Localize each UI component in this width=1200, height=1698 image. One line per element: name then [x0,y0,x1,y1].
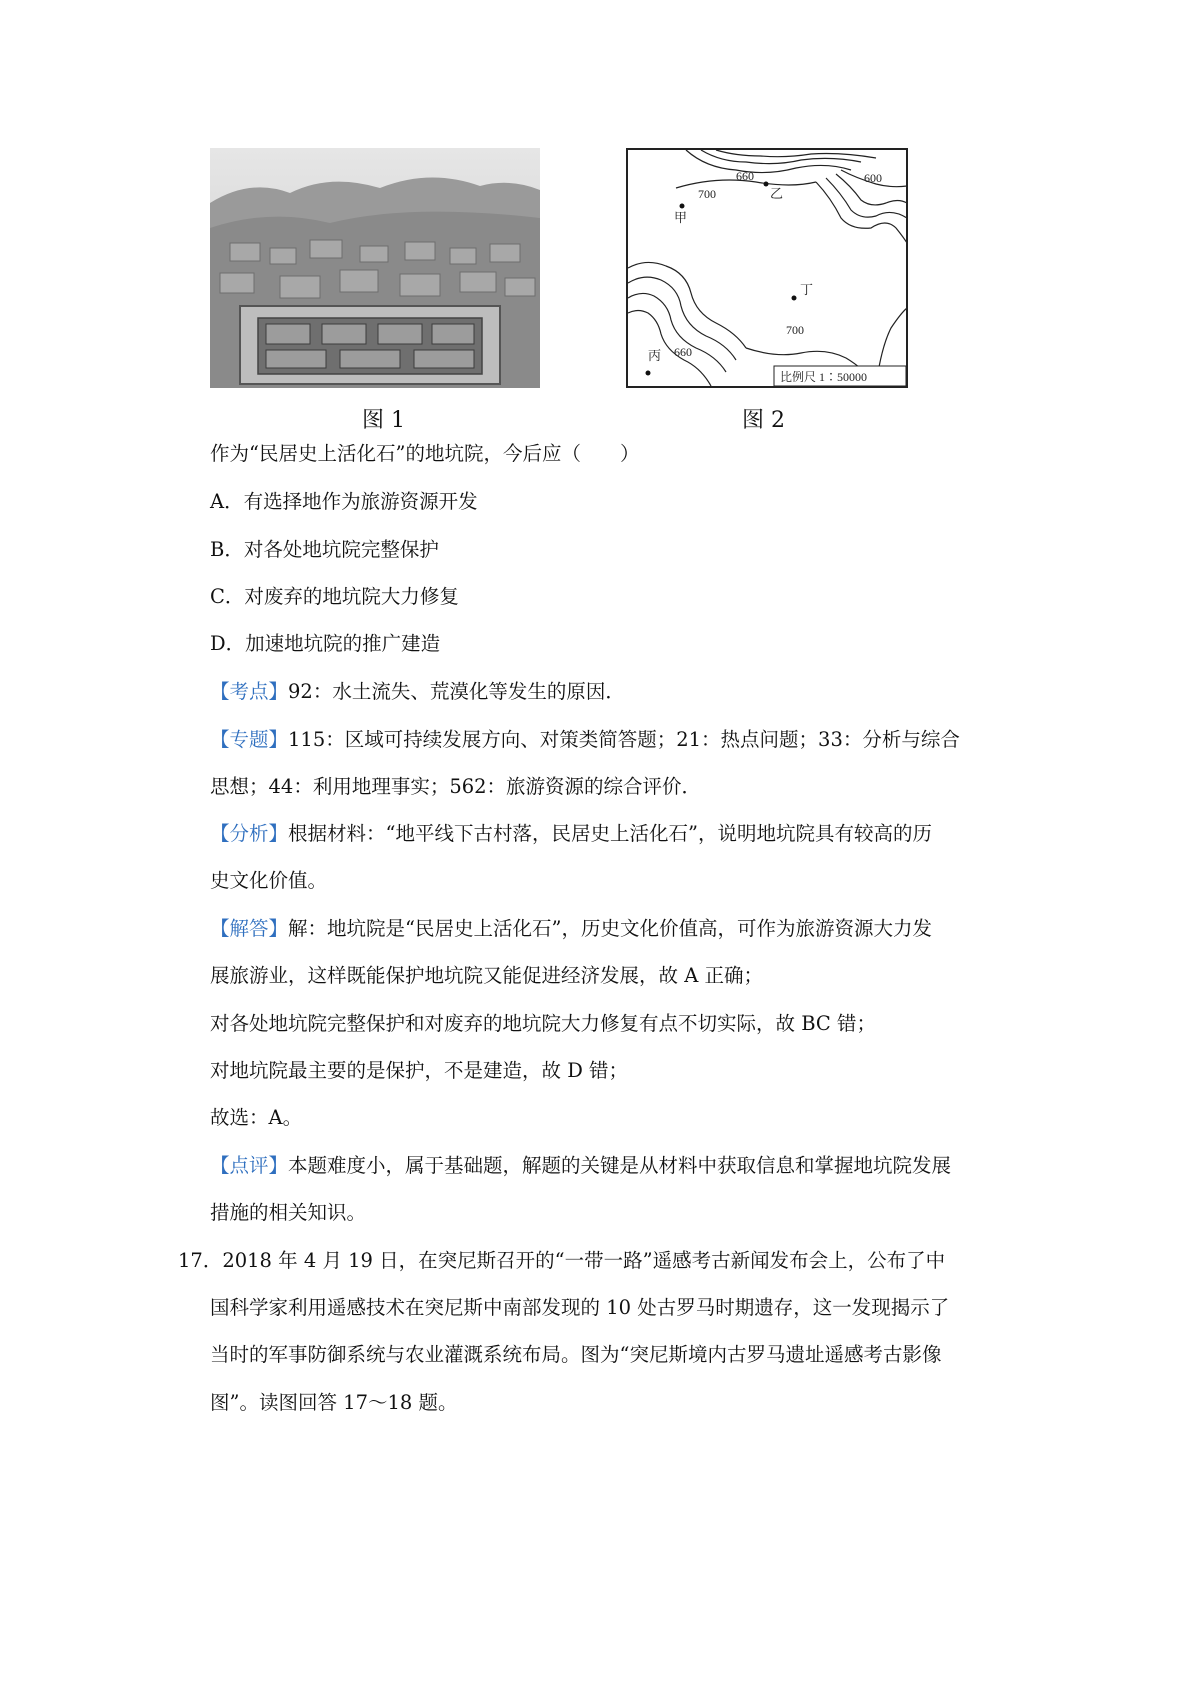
kaodian-line [210,678,625,706]
kaodian-text: 92：水土流失、荒漠化等发生的原因． [288,680,625,703]
figure-1-caption: 图 1 [362,408,405,433]
option-b: B．对各处地坑院完整保护 [210,538,439,561]
contour-label: 700 [698,187,716,201]
q17-line-3: 当时的军事防御系统与农业灌溉系统布局。图为“突尼斯境内古罗马遗址遥感考古影像 [210,1343,942,1366]
point-label-bing: 丙 [648,348,662,363]
kaodian-tag: 【考点】 [210,680,289,703]
point-label-ding: 丁 [800,282,814,297]
contour-label: 700 [786,323,804,337]
jieda-text-2: 展旅游业，这样既能保护地坑院又能促进经济发展，故 A 正确； [210,964,763,987]
jieda-text-4: 对地坑院最主要的是保护，不是建造，故 D 错； [210,1059,629,1082]
jieda-tag: 【解答】 [210,917,289,940]
figure-2-caption: 图 2 [742,408,785,433]
zhuanti-text-2: 思想；44：利用地理事实；562：旅游资源的综合评价． [210,775,702,798]
fenxi-line [210,820,932,848]
jieda-text-3: 对各处地坑院完整保护和对废弃的地坑院大力修复有点不切实际，故 BC 错； [210,1012,877,1035]
contour-map [626,148,908,388]
dianping-text-1: 本题难度小，属于基础题，解题的关键是从材料中获取信息和掌握地坑院发展 [288,1154,952,1177]
aerial-village-image [210,148,540,388]
figure-1-photo [210,148,540,388]
option-d: D．加速地坑院的推广建造 [210,632,441,655]
dianping-line [210,1152,951,1180]
contour-label: 660 [736,169,754,183]
map-scale: 比例尺 1∶50000 [780,370,868,384]
figure-2-contour-map [626,148,908,388]
contour-label: 600 [864,171,882,185]
zhuanti-tag: 【专题】 [210,728,289,751]
zhuanti-text-1: 115：区域可持续发展方向、对策类简答题；21：热点问题；33：分析与综合 [288,728,960,751]
fenxi-text-1: 根据材料：“地平线下古村落，民居史上活化石”，说明地坑院具有较高的历 [288,822,932,845]
fenxi-tag: 【分析】 [210,822,289,845]
point-label-yi: 乙 [770,186,784,201]
dianping-tag: 【点评】 [210,1154,289,1177]
dianping-text-2: 措施的相关知识。 [210,1201,367,1224]
jieda-line [210,915,932,943]
jieda-text-5: 故选：A。 [210,1106,303,1129]
zhuanti-line [210,726,960,754]
option-a: A．有选择地作为旅游资源开发 [210,490,478,513]
q17-line-1: 17．2018 年 4 月 19 日，在突尼斯召开的“一带一路”遥感考古新闻发布会上，公布了中 [178,1249,946,1272]
option-c: C．对废弃的地坑院大力修复 [210,585,459,608]
q17-line-4: 图”。读图回答 17～18 题。 [210,1391,458,1414]
contour-label: 660 [674,345,692,359]
question-stem: 作为“民居史上活化石”的地坑院，今后应（ ） [210,442,640,465]
jieda-text-1: 解：地坑院是“民居史上活化石”，历史文化价值高，可作为旅游资源大力发 [288,917,932,940]
point-label-jia: 甲 [674,210,688,225]
q17-line-2: 国科学家利用遥感技术在突尼斯中南部发现的 10 处古罗马时期遗存，这一发现揭示了 [210,1296,950,1319]
fenxi-text-2: 史文化价值。 [210,869,328,892]
